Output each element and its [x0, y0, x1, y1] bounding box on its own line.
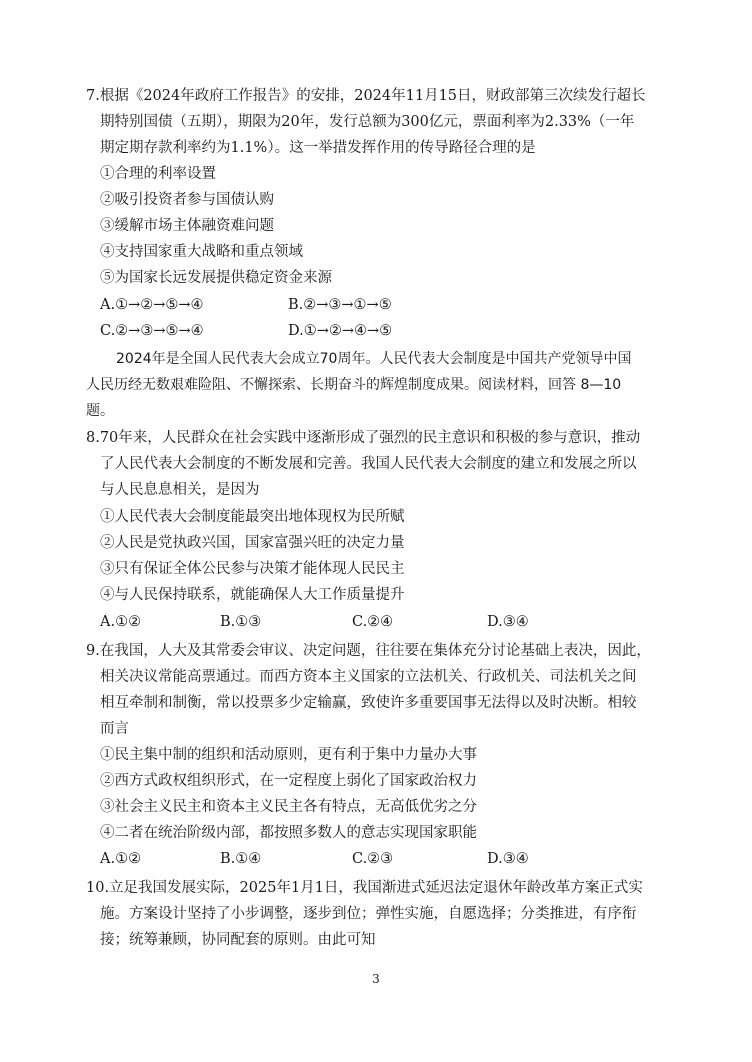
question-9-stem-line: 而言 — [100, 721, 129, 737]
question-9-item: ③社会主义民主和资本主义民主各有特点，无高低优劣之分 — [100, 799, 477, 815]
question-8-item: ②人民是党执政兴国，国家富强兴旺的决定力量 — [100, 535, 405, 551]
question-10-stem-line: 施。方案设计坚持了小步调整，逐步到位；弹性实施，自愿选择；分类推进，有序衔 — [100, 906, 637, 922]
question-9-item: ①民主集中制的组织和活动原则，更有利于集中力量办大事 — [100, 747, 477, 763]
question-10-stem-line: 10.立足我国发展实际，2025年1月1日，我国渐进式延迟法定退休年龄改革方案正式实 — [86, 880, 643, 896]
question-9-stem-line: 相互牵制和制衡，常以投票多少定输赢，致使许多重要国事无法得以及时决断。相较 — [100, 695, 637, 711]
question-8-option-b: B.①③ — [220, 614, 262, 630]
question-8-stem-line: 8.70年来，人民群众在社会实践中逐渐形成了强烈的民主意识和积极的参与意识，推动 — [86, 430, 641, 446]
question-7-stem-line: 期特别国债（五期），期限为20年，发行总额为300亿元，票面利率为2.33%（一年 — [100, 114, 635, 130]
question-7-option-b: B.②→③→①→⑤ — [288, 297, 392, 313]
question-7-option-c: C.②→③→⑤→④ — [100, 323, 204, 339]
question-8-stem-line: 与人民息息相关，是因为 — [100, 482, 260, 498]
question-8-option-c: C.②④ — [352, 614, 394, 630]
question-8-stem-line: 了人民代表大会制度的不断发展和完善。我国人民代表大会制度的建立和发展之所以 — [100, 456, 637, 472]
question-8-item: ③只有保证全体公民参与决策才能体现人民民主 — [100, 561, 405, 577]
question-9-option-b: B.①④ — [220, 851, 262, 867]
question-7-item: ①合理的利率设置 — [100, 166, 216, 182]
question-8-item: ①人民代表大会制度能最突出地体现权为民所赋 — [100, 509, 405, 525]
intro-line: 题。 — [86, 403, 114, 419]
question-7-option-d: D.①→②→④→⑤ — [288, 323, 393, 339]
question-8-item: ④与人民保持联系，就能确保人大工作质量提升 — [100, 587, 405, 603]
question-7-item: ⑤为国家长远发展提供稳定资金来源 — [100, 270, 332, 286]
question-9-option-d: D.③④ — [487, 851, 529, 867]
page-number: 3 — [372, 972, 380, 986]
question-7-stem-line: 7.根据《2024年政府工作报告》的安排，2024年11月15日，财政部第三次续发行超长 — [86, 88, 646, 104]
question-9-item: ②西方式政权组织形式，在一定程度上弱化了国家政治权力 — [100, 773, 477, 789]
intro-line: 2024年是全国人民代表大会成立70周年。人民代表大会制度是中国共产党领导中国 — [116, 351, 632, 367]
question-7-option-a: A.①→②→⑤→④ — [100, 297, 204, 313]
question-7-item: ④支持国家重大战略和重点领域 — [100, 244, 303, 260]
question-7-item: ②吸引投资者参与国债认购 — [100, 192, 274, 208]
question-7-stem-line: 期定期存款利率约为1.1%）。这一举措发挥作用的传导路径合理的是 — [100, 140, 536, 156]
question-9-option-a: A.①② — [100, 851, 142, 867]
question-9-item: ④二者在统治阶级内部，都按照多数人的意志实现国家职能 — [100, 825, 477, 841]
question-8-option-d: D.③④ — [487, 614, 529, 630]
question-9-option-c: C.②③ — [352, 851, 394, 867]
question-9-stem-line: 9.在我国，人大及其常委会审议、决定问题，往往要在集体充分讨论基础上表决，因此， — [86, 643, 651, 659]
question-9-stem-line: 相关决议常能高票通过。而西方资本主义国家的立法机关、行政机关、司法机关之间 — [100, 669, 637, 685]
question-8-option-a: A.①② — [100, 614, 142, 630]
question-7-item: ③缓解市场主体融资难问题 — [100, 218, 274, 234]
intro-line: 人民历经无数艰难险阻、不懈探索、长期奋斗的辉煌制度成果。阅读材料，回答 8—10 — [86, 377, 622, 393]
question-10-stem-line: 接；统筹兼顾，协同配套的原则。由此可知 — [100, 932, 376, 948]
